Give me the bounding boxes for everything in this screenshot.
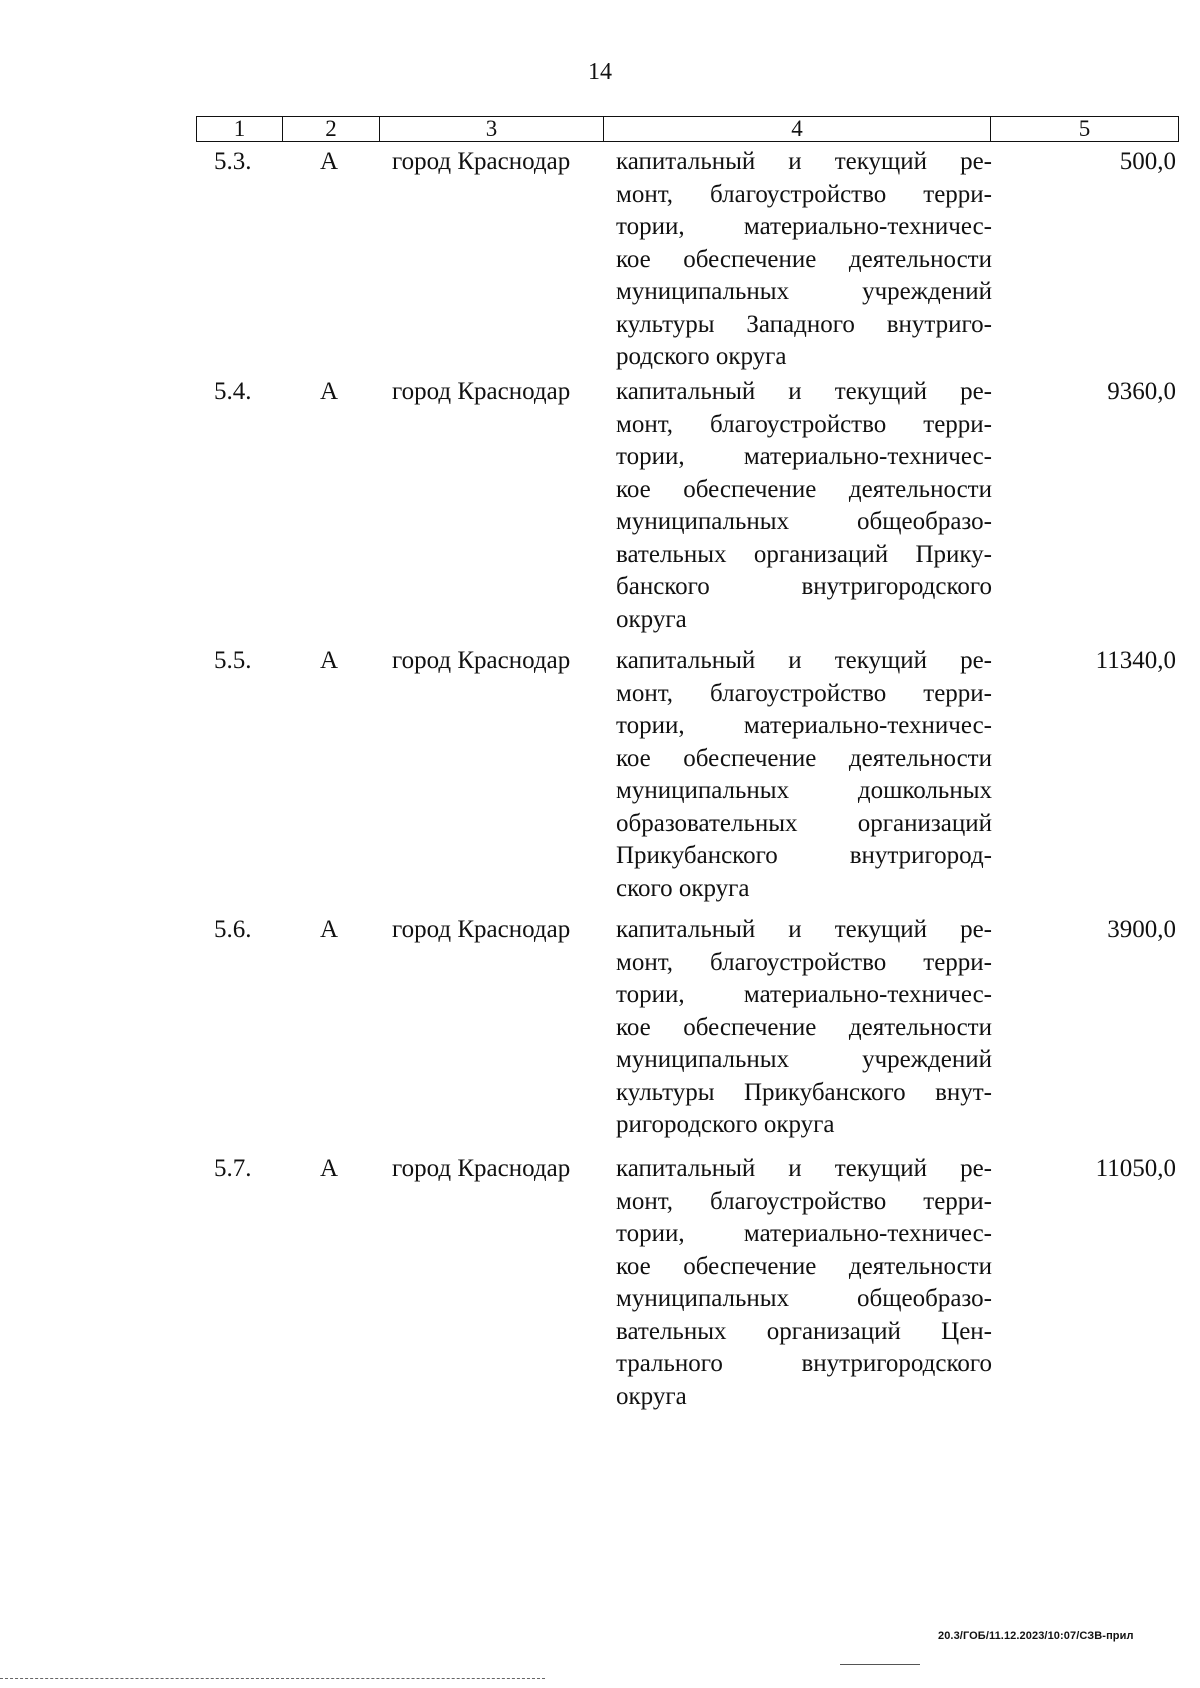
row-category: А (320, 378, 339, 405)
description-line: округа (616, 1382, 687, 1410)
description-line: капитальный и текущий ре- (616, 148, 992, 175)
description-line: тории, материально-техничес- (616, 712, 992, 739)
description-line: капитальный и текущий ре- (616, 378, 992, 405)
description-line: родского округа (616, 343, 787, 370)
header-col-1: 1 (197, 117, 283, 142)
description-line: тории, материально-техничес- (616, 443, 992, 470)
description-line: монт, благоустройство терри- (616, 1187, 992, 1215)
row-category: А (320, 1155, 339, 1182)
row-amount: 3900,0 (1107, 916, 1176, 943)
header-col-5: 5 (991, 117, 1179, 142)
bottom-edge-line (0, 1678, 545, 1679)
description-line: культуры Прикубанского внут- (616, 1078, 992, 1106)
row-amount: 11340,0 (1095, 647, 1176, 674)
table-header (196, 116, 1179, 142)
description-line: кое обеспечение деятельности (616, 1252, 992, 1280)
description-line: муниципальных дошкольных (616, 777, 992, 804)
document-code: 20.3/ГОБ/11.12.2023/10:07/СЗВ-прил (938, 1630, 1134, 1642)
page-number: 14 (588, 59, 612, 85)
description-line: ригородского округа (616, 1111, 835, 1138)
row-category: А (320, 148, 339, 175)
description-line: кое обеспечение деятельности (616, 1013, 992, 1041)
description-line: муниципальных общеобразо- (616, 508, 992, 535)
row-number: 5.4. (214, 378, 252, 405)
description-line: тории, материально-техничес- (616, 1220, 992, 1247)
description-line: тории, материально-техничес- (616, 213, 992, 240)
row-description (616, 914, 992, 1142)
description-line: монт, благоустройство терри- (616, 410, 992, 438)
row-number: 5.7. (214, 1155, 252, 1182)
description-line: монт, благоустройство терри- (616, 679, 992, 707)
description-line: муниципальных общеобразо- (616, 1285, 992, 1312)
description-line: капитальный и текущий ре- (616, 916, 992, 943)
description-line: монт, благоустройство терри- (616, 948, 992, 976)
footer-divider (840, 1664, 920, 1665)
row-municipality: город Краснодар (392, 148, 571, 175)
description-line: тории, материально-техничес- (616, 981, 992, 1008)
description-line: вательных организаций Цен- (616, 1317, 992, 1345)
row-description (616, 376, 992, 636)
row-municipality: город Краснодар (392, 378, 571, 405)
header-col-3: 3 (380, 117, 604, 142)
description-line: банского внутригородского (616, 573, 992, 600)
row-description (616, 146, 992, 374)
row-number: 5.3. (214, 148, 252, 175)
row-category: А (320, 916, 339, 943)
description-line: округа (616, 605, 687, 633)
description-line: капитальный и текущий ре- (616, 1155, 992, 1182)
description-line: кое обеспечение деятельности (616, 744, 992, 772)
description-line: вательных организаций Прику- (616, 540, 992, 568)
header-col-2: 2 (283, 117, 380, 142)
row-category: А (320, 647, 339, 674)
description-line: образовательных организаций (616, 809, 992, 837)
description-line: муниципальных учреждений (616, 1046, 992, 1073)
description-line: трального внутригородского (616, 1350, 992, 1377)
header-col-4: 4 (604, 117, 991, 142)
description-line: кое обеспечение деятельности (616, 245, 992, 273)
description-line: капитальный и текущий ре- (616, 647, 992, 674)
description-line: культуры Западного внутриго- (616, 310, 992, 338)
description-line: Прикубанского внутригород- (616, 842, 992, 869)
row-description (616, 1153, 992, 1413)
row-number: 5.5. (214, 647, 252, 674)
row-number: 5.6. (214, 916, 252, 943)
row-municipality: город Краснодар (392, 647, 571, 674)
row-amount: 500,0 (1119, 148, 1176, 175)
row-municipality: город Краснодар (392, 916, 571, 943)
row-amount: 11050,0 (1095, 1155, 1176, 1182)
description-line: муниципальных учреждений (616, 278, 992, 305)
description-line: ского округа (616, 874, 750, 902)
description-line: кое обеспечение деятельности (616, 475, 992, 503)
row-description (616, 645, 992, 905)
description-line: монт, благоустройство терри- (616, 180, 992, 208)
row-municipality: город Краснодар (392, 1155, 571, 1182)
row-amount: 9360,0 (1107, 378, 1176, 405)
